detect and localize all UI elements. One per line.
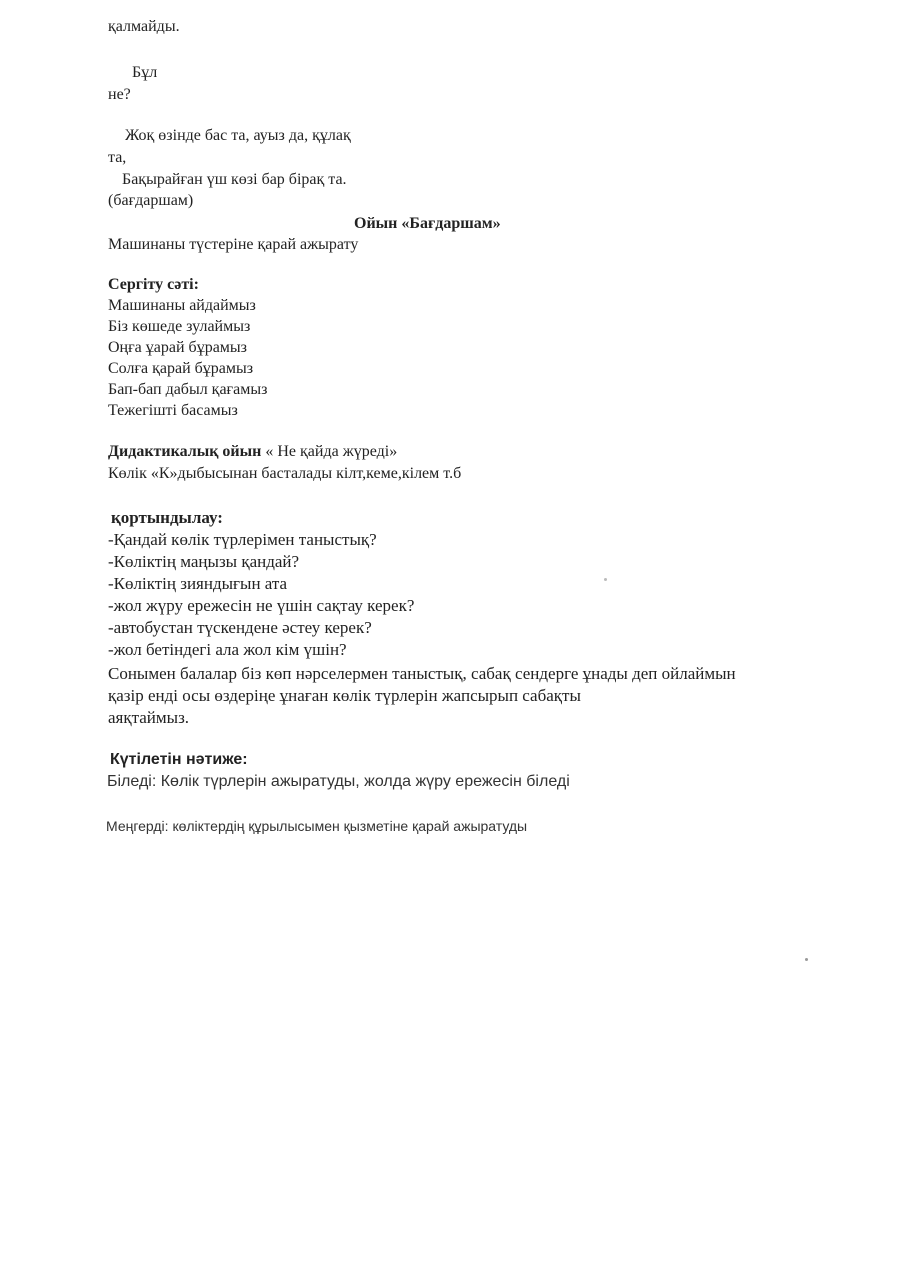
summary-question: -Қандай көлік түрлерімен таныстық? [108,530,377,549]
summary-question: -Көліктің зияндығын ата [108,574,288,593]
summary-question: -жол жүру ережесін не үшін сақтау керек? [108,596,415,615]
riddle-answer: (бағдаршам) [108,192,194,209]
exercise-line: Оңға ұарай бұрамыз [108,339,247,356]
summary-closing: аяқтаймыз. [108,708,190,727]
scan-speck [805,958,808,961]
didactic-game [108,443,397,461]
results-masters: Меңгерді: көліктердің құрылысымен қызметіне қарай ажыратуды [106,818,528,834]
riddle-line: Бұл [132,64,158,81]
exercise-line: Бап-бап дабыл қағамыз [108,381,268,398]
game-title: Ойын «Бағдаршам» [354,215,501,232]
riddle-line: не? [108,86,131,103]
riddle-line: Бақырайған үш көзі бар бірақ та. [122,171,347,188]
exercise-line: Солға қарай бұрамыз [108,360,254,377]
didactic-title: « Не қайда жүреді» [265,443,398,460]
riddle-line: Жоқ өзінде бас та, ауыз да, құлақ [125,127,351,144]
summary-question: -Көліктің маңызы қандай? [108,552,300,571]
exercise-line: Машинаны айдаймыз [108,297,256,314]
didactic-line: Көлік «К»дыбысынан басталады кілт,кеме,кілем т.б [108,465,462,482]
exercise-line: Біз көшеде зулаймыз [108,318,251,335]
didactic-label: Дидактикалық ойын [108,443,262,460]
exercise-heading: Сергіту сәті: [108,276,199,293]
summary-closing: Сонымен балалар біз көп нәрселермен таныстық, сабақ сендерге ұнады деп ойлаймын [108,664,736,683]
summary-heading: қортындылау: [111,508,223,527]
results-heading: Күтілетін нәтиже: [110,751,248,768]
summary-question: -автобустан түскендене әстеу керек? [108,618,372,637]
results-knows: Біледі: Көлік түрлерін ажыратуды, жолда жүру ережесін біледі [107,773,570,790]
riddle-line: қалмайды. [108,18,180,35]
riddle-line: та, [108,149,127,166]
scan-speck [604,578,607,581]
summary-closing: қазір енді осы өздеріңе ұнаған көлік түрлерін жапсырып сабақты [108,686,581,705]
game-description: Машинаны түстеріне қарай ажырату [108,236,359,253]
exercise-line: Тежегішті басамыз [108,402,238,419]
summary-question: -жол бетіндегі ала жол кім үшін? [108,640,347,659]
